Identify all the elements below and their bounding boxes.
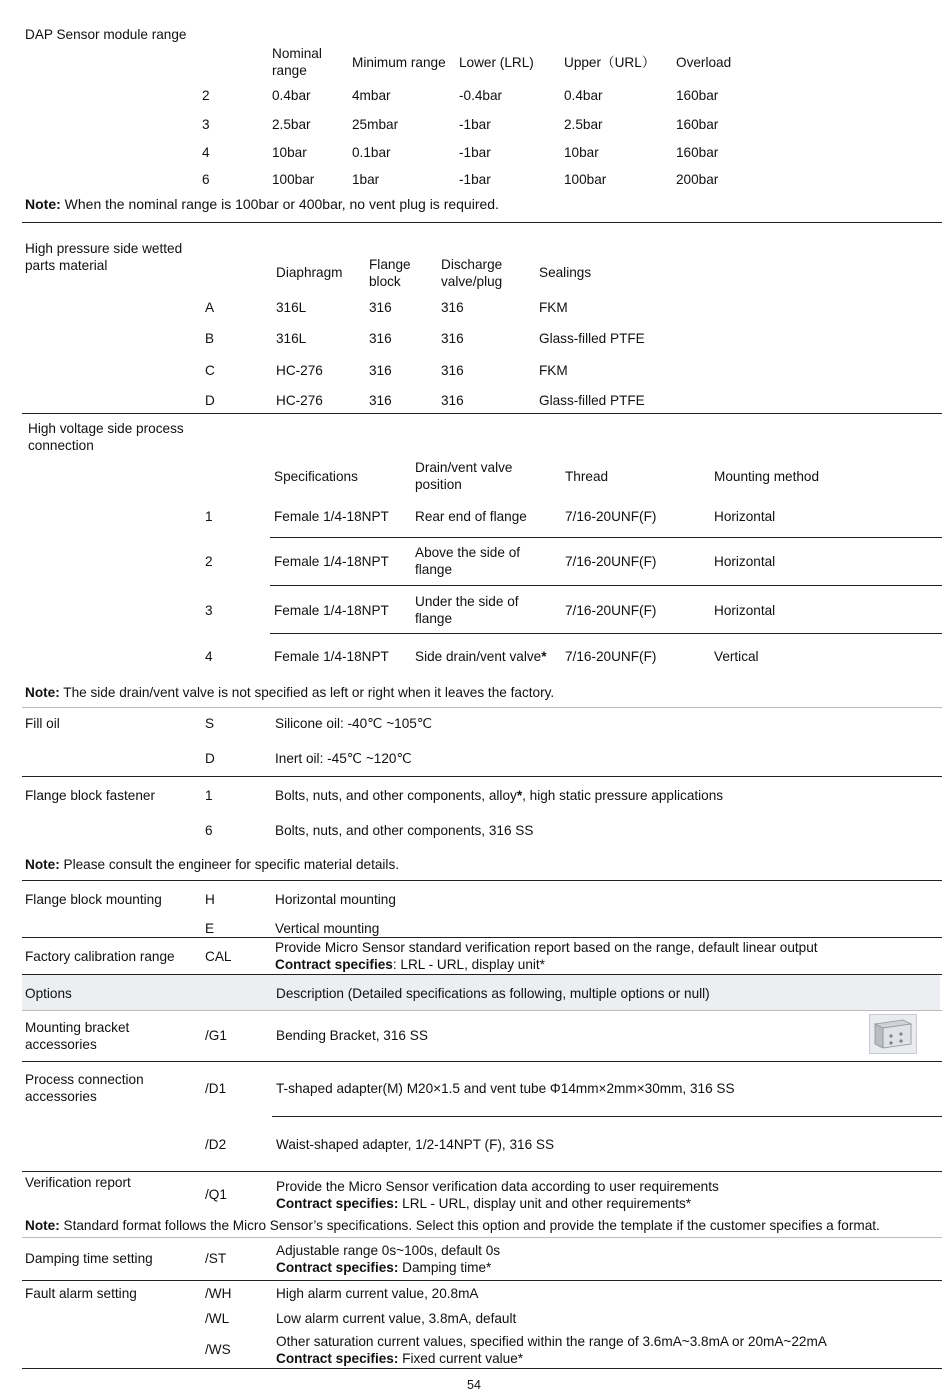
bracket-code: /G1: [205, 1028, 227, 1043]
wetted-row-valve: 316: [441, 331, 464, 346]
section-title-bracket: Mounting bracket accessories: [25, 1020, 130, 1052]
page-number: 54: [467, 1378, 481, 1392]
mounting-row-code: H: [205, 892, 215, 907]
procacc-row-code: /D1: [205, 1081, 227, 1096]
wetted-row-diaphragm: 316L: [276, 331, 307, 346]
mounting-row-desc: Horizontal mounting: [275, 892, 396, 907]
dap-row-url: 0.4bar: [564, 88, 603, 103]
fill-row-code: D: [205, 751, 215, 766]
col-header-minimum: Minimum range: [352, 55, 446, 70]
procacc-row-desc: T-shaped adapter(M) M20×1.5 and vent tube Φ14mm×2mm×30mm, 316 SS: [276, 1081, 735, 1096]
dap-row-nominal: 100bar: [272, 172, 315, 187]
dap-row-min: 0.1bar: [352, 145, 391, 160]
position-text: Side drain/vent valve: [415, 649, 542, 664]
dap-row-min: 4mbar: [352, 88, 391, 103]
dap-row-code: 3: [202, 117, 210, 132]
fill-row-code: S: [205, 716, 215, 731]
bracket-image-icon: [869, 1014, 917, 1054]
process-row-position: Rear end of flange: [415, 509, 527, 524]
divider: [22, 1010, 942, 1011]
fill-row-desc: Silicone oil: -40℃ ~105℃: [275, 716, 433, 731]
divider: [22, 1171, 942, 1172]
process-row-spec: Female 1/4-18NPT: [274, 603, 389, 618]
section-title-wetted: High pressure side wetted parts material: [25, 241, 183, 273]
process-row-code: 1: [205, 509, 213, 524]
fault-row-desc: Low alarm current value, 3.8mA, default: [276, 1311, 517, 1326]
dap-row-lrl: -0.4bar: [459, 88, 503, 103]
dap-row-nominal: 0.4bar: [272, 88, 311, 103]
note-text: Please consult the engineer for specific material details.: [63, 857, 400, 872]
section-title-procacc: Process connection accessories: [25, 1072, 144, 1104]
calibration-line2: [275, 956, 545, 973]
wetted-row-flange: 316: [369, 331, 392, 346]
process-row-mount: Horizontal: [714, 509, 776, 524]
col-header-valve: Discharge valve/plug: [441, 257, 503, 289]
process-row-position: Under the side of flange: [415, 594, 519, 626]
wetted-row-code: D: [205, 393, 215, 408]
calibration-code: CAL: [205, 949, 232, 964]
contract-label: Contract specifies:: [276, 1260, 399, 1275]
dap-row-min: 25mbar: [352, 117, 399, 132]
process-row-mount: Vertical: [714, 649, 759, 664]
damping-line2: [276, 1259, 491, 1276]
damping-line1: Adjustable range 0s~100s, default 0s: [276, 1243, 501, 1258]
verification-code: /Q1: [205, 1187, 227, 1202]
contract-text: LRL - URL, display unit and other requirements*: [398, 1196, 692, 1211]
fault-row-desc: Other saturation current values, specified within the range of 3.6mA~3.8mA or 20mA~22mA: [276, 1334, 827, 1349]
fault-row-code: /WH: [205, 1286, 232, 1301]
damping-code: /ST: [205, 1251, 227, 1266]
dap-row-url: 10bar: [564, 145, 599, 160]
col-header-diaphragm: Diaphragm: [276, 265, 343, 280]
process-row-code: 2: [205, 554, 213, 569]
process-row-thread: 7/16-20UNF(F): [565, 603, 657, 618]
fault-row-code: /WL: [205, 1311, 230, 1326]
wetted-row-valve: 316: [441, 363, 464, 378]
process-row-mount: Horizontal: [714, 554, 776, 569]
divider: [272, 1116, 942, 1117]
dap-row-lrl: -1bar: [459, 145, 491, 160]
col-header-specifications: Specifications: [274, 469, 358, 484]
section-title-calibration: Factory calibration range: [25, 949, 175, 964]
divider: [22, 1280, 942, 1281]
fastener-row-code: 6: [205, 823, 213, 838]
bracket-desc: Bending Bracket, 316 SS: [276, 1028, 428, 1043]
footnote-mark: *: [541, 649, 547, 664]
divider: [270, 585, 942, 586]
wetted-row-code: B: [205, 331, 215, 346]
divider: [22, 776, 942, 777]
process-note: [25, 684, 554, 701]
mounting-row-desc: Vertical mounting: [275, 921, 380, 936]
process-row-code: 3: [205, 603, 213, 618]
note-label: Note:: [25, 685, 60, 700]
mounting-row-code: E: [205, 921, 215, 936]
divider: [22, 1237, 942, 1238]
footnote-mark: *: [516, 788, 523, 803]
verification-line2: [276, 1195, 691, 1212]
dap-row-code: 6: [202, 172, 210, 187]
section-title-fault: Fault alarm setting: [25, 1286, 137, 1301]
wetted-row-flange: 316: [369, 363, 392, 378]
note-text: Standard format follows the Micro Sensor’s specifications. Select this option and provide the template if the customer specifies a format.: [63, 1218, 880, 1233]
dap-row-overload: 160bar: [676, 88, 719, 103]
process-row-spec: Female 1/4-18NPT: [274, 509, 389, 524]
divider: [22, 1061, 942, 1062]
divider: [22, 413, 942, 414]
divider: [22, 222, 942, 223]
fastener-row-desc: [275, 787, 723, 804]
section-title-mounting: Flange block mounting: [25, 892, 162, 907]
options-description: Description (Detailed specifications as following, multiple options or null): [276, 986, 710, 1001]
col-header-flange: Flange block: [369, 257, 411, 289]
divider: [270, 633, 942, 634]
note-label: Note:: [25, 1218, 60, 1233]
divider: [22, 880, 942, 881]
section-title-verification: Verification report: [25, 1175, 131, 1190]
dap-row-overload: 160bar: [676, 145, 719, 160]
wetted-row-code: C: [205, 363, 215, 378]
col-header-url: Upper（URL）: [564, 55, 656, 70]
fastener-note: [25, 856, 399, 873]
dap-row-lrl: -1bar: [459, 117, 491, 132]
calibration-line1: Provide Micro Sensor standard verification report based on the range, default linear output: [275, 940, 818, 955]
dap-row-overload: 200bar: [676, 172, 719, 187]
wetted-row-seal: FKM: [539, 300, 568, 315]
divider: [22, 707, 942, 708]
fault-row-desc: High alarm current value, 20.8mA: [276, 1286, 479, 1301]
options-title: Options: [25, 986, 72, 1001]
desc-part: Bolts, nuts, and other components, alloy: [275, 788, 517, 803]
dap-row-lrl: -1bar: [459, 172, 491, 187]
wetted-row-diaphragm: HC-276: [276, 393, 323, 408]
col-header-overload: Overload: [676, 55, 732, 70]
contract-label: Contract specifies:: [276, 1196, 399, 1211]
divider: [22, 1368, 942, 1369]
fill-row-desc: Inert oil: -45℃ ~120℃: [275, 751, 412, 766]
note-label: Note:: [25, 196, 61, 212]
col-header-position: Drain/vent valve position: [415, 460, 513, 492]
divider: [22, 937, 942, 938]
dap-row-code: 4: [202, 145, 210, 160]
contract-text: Fixed current value*: [398, 1351, 524, 1366]
wetted-row-valve: 316: [441, 393, 464, 408]
note-text: When the nominal range is 100bar or 400bar, no vent plug is required.: [64, 196, 499, 212]
dap-row-nominal: 2.5bar: [272, 117, 311, 132]
dap-row-code: 2: [202, 88, 210, 103]
contract-label: Contract specifies:: [276, 1351, 399, 1366]
process-row-spec: Female 1/4-18NPT: [274, 649, 389, 664]
divider: [270, 537, 942, 538]
note-label: Note:: [25, 857, 60, 872]
section-title-damping: Damping time setting: [25, 1251, 153, 1266]
wetted-row-valve: 316: [441, 300, 464, 315]
section-title-dap: DAP Sensor module range: [25, 27, 187, 42]
process-row-code: 4: [205, 649, 213, 664]
fault-row-code: /WS: [205, 1342, 231, 1357]
desc-part: , high static pressure applications: [522, 788, 724, 803]
process-row-thread: 7/16-20UNF(F): [565, 509, 657, 524]
dap-row-url: 2.5bar: [564, 117, 603, 132]
contract-text: : LRL - URL, display unit*: [392, 957, 545, 972]
fault-contract-line: [276, 1350, 523, 1367]
col-header-sealings: Sealings: [539, 265, 592, 280]
procacc-row-desc: Waist-shaped adapter, 1/2-14NPT (F), 316 SS: [276, 1137, 555, 1152]
wetted-row-seal: Glass-filled PTFE: [539, 393, 645, 408]
wetted-row-flange: 316: [369, 393, 392, 408]
dap-row-nominal: 10bar: [272, 145, 307, 160]
col-header-lrl: Lower (LRL): [459, 55, 534, 70]
process-row-position: [415, 648, 547, 665]
note-text: The side drain/vent valve is not specified as left or right when it leaves the factory.: [63, 685, 555, 700]
fastener-row-code: 1: [205, 788, 213, 803]
dap-row-min: 1bar: [352, 172, 380, 187]
contract-text: Damping time*: [398, 1260, 492, 1275]
dap-row-overload: 160bar: [676, 117, 719, 132]
process-row-spec: Female 1/4-18NPT: [274, 554, 389, 569]
col-header-mounting: Mounting method: [714, 469, 820, 484]
dap-note: [25, 196, 499, 213]
wetted-row-diaphragm: 316L: [276, 300, 307, 315]
section-title-fill: Fill oil: [25, 716, 60, 731]
process-row-thread: 7/16-20UNF(F): [565, 554, 657, 569]
process-row-mount: Horizontal: [714, 603, 776, 618]
wetted-row-seal: Glass-filled PTFE: [539, 331, 645, 346]
section-title-process: High voltage side process connection: [28, 421, 184, 453]
procacc-row-code: /D2: [205, 1137, 227, 1152]
process-row-thread: 7/16-20UNF(F): [565, 649, 657, 664]
section-title-fastener: Flange block fastener: [25, 788, 155, 803]
wetted-row-code: A: [205, 300, 215, 315]
wetted-row-flange: 316: [369, 300, 392, 315]
col-header-nominal: Nominal range: [272, 46, 322, 78]
wetted-row-diaphragm: HC-276: [276, 363, 323, 378]
wetted-row-seal: FKM: [539, 363, 568, 378]
process-row-position: Above the side of flange: [415, 545, 521, 577]
fastener-row-desc: Bolts, nuts, and other components, 316 SS: [275, 823, 534, 838]
verification-line1: Provide the Micro Sensor verification data according to user requirements: [276, 1179, 719, 1194]
contract-label: Contract specifies: [275, 957, 393, 972]
dap-row-url: 100bar: [564, 172, 607, 187]
col-header-thread: Thread: [565, 469, 609, 484]
verification-note: [25, 1217, 880, 1234]
